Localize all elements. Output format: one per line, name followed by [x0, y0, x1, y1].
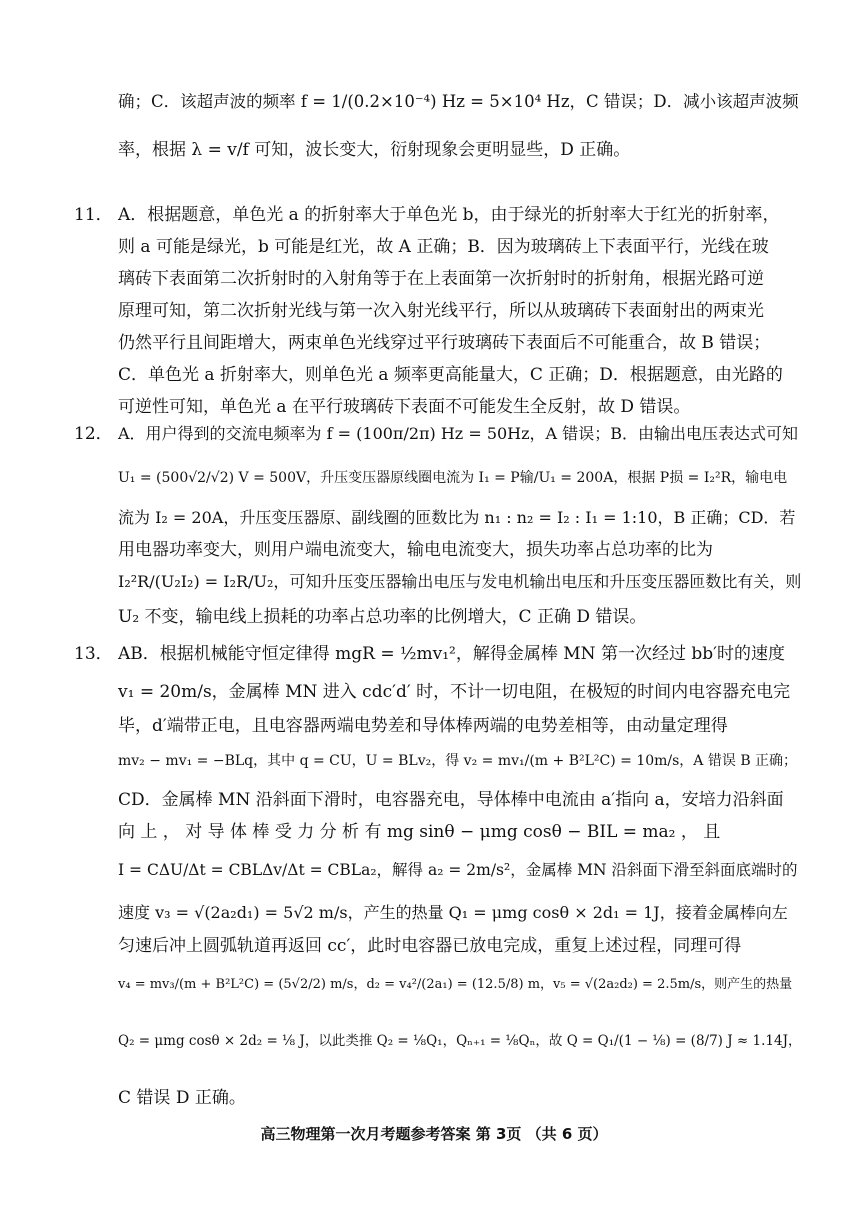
text-line: C 错误 D 正确。 [118, 1088, 246, 1108]
text-line: 璃砖下表面第二次折射时的入射角等于在上表面第一次折射时的折射角，根据光路可逆 [118, 269, 764, 289]
text-line: CD．金属棒 MN 沿斜面下滑时，电容器充电，导体棒中电流由 a′指向 a，安培力沿斜面 [118, 790, 784, 810]
text-line: 速度 v₃ = √(2a₂d₁) = 5√2 m/s，产生的热量 Q₁ = μmg cosθ × 2d₁ = 1J，接着金属棒向左 [118, 903, 788, 922]
text-line: 毕，d′端带正电，且电容器两端电势差和导体棒两端的电势差相等，由动量定理得 [118, 716, 728, 736]
question-number-13: 13． [74, 644, 113, 664]
text-line: 流为 I₂ = 20A，升压变压器原、副线圈的匝数比为 n₁ : n₂ = I₂ : I₁ = 1:10，B 正确；CD．若 [118, 508, 796, 527]
question-number-12: 12． [74, 424, 113, 444]
text-line: AB．根据机械能守恒定律得 mgR = ½mv₁²，解得金属棒 MN 第一次经过 bb′时的速度 [118, 644, 785, 664]
text-line: Q₂ = μmg cosθ × 2d₂ = ⅛ J，以此类推 Q₂ = ⅛Q₁，Qₙ₊₁ = ⅛Qₙ，故 Q = Q₁/(1 − ⅛) = (8/7) J ≈ 1.14J， [118, 1033, 802, 1049]
text-line: I = CΔU/Δt = CBLΔv/Δt = CBLa₂，解得 a₂ = 2m/s²，金属棒 MN 沿斜面下滑至斜面底端时的 [118, 861, 798, 879]
text-line: 则 a 可能是绿光，b 可能是红光，故 A 正确；B．因为玻璃砖上下表面平行，光线在玻 [118, 237, 769, 257]
text-line: mv₂ − mv₁ = −BLq，其中 q = CU，U = BLv₂，得 v₂ = mv₁/(m + B²L²C) = 10m/s，A 错误 B 正确； [118, 753, 798, 769]
text-line: 仍然平行且间距增大，两束单色光线穿过平行玻璃砖下表面后不可能重合，故 B 错误； [118, 333, 771, 353]
text-line: 用电器功率变大，则用户端电流变大，输电电流变大，损失功率占总功率的比为 [118, 540, 713, 560]
text-line: U₂ 不变，输电线上损耗的功率占总功率的比例增大，C 正确 D 错误。 [118, 607, 647, 627]
text-line: v₄ = mv₃/(m + B²L²C) = (5√2/2) m/s，d₂ = v₄²/(2a₁) = (12.5/8) m，v₅ = √(2a₂d₂) = 2.5m/s，则产生的热量 [118, 977, 793, 992]
question-number-11: 11． [74, 205, 113, 225]
text-line: v₁ = 20m/s，金属棒 MN 进入 cdc′d′ 时，不计一切电阻，在极短的时间内电容器充电完 [118, 682, 791, 702]
page-footer: 高三物理第一次月考题参考答案 第 3页 （共 6 页） [260, 1125, 608, 1143]
text-line: A．根据题意，单色光 a 的折射率大于单色光 b，由于绿光的折射率大于红光的折射率， [118, 205, 780, 225]
text-line: A．用户得到的交流电频率为 f = (100π/2π) Hz = 50Hz，A 错误；B．由输出电压表达式可知 [118, 424, 798, 443]
text-line: 确；C．该超声波的频率 f = 1/(0.2×10⁻⁴) Hz = 5×10⁴ Hz，C 错误；D．减小该超声波频 [118, 92, 799, 111]
text-line: 匀速后冲上圆弧轨道再返回 cc′，此时电容器已放电完成，重复上述过程，同理可得 [118, 936, 742, 956]
text-line: 可逆性可知，单色光 a 在平行玻璃砖下表面不可能发生全反射，故 D 错误。 [118, 397, 691, 417]
text-line: I₂²R/(U₂I₂) = I₂R/U₂，可知升压变压器输出电压与发电机输出电压和升压变压器匝数比有关，则 [118, 572, 802, 591]
text-line: U₁ = (500√2/√2) V = 500V，升压变压器原线圈电流为 I₁ = P输/U₁ = 200A，根据 P损 = I₂²R，输电电 [118, 470, 788, 486]
text-line: 向 上 ， 对 导 体 棒 受 力 分 析 有 mg sinθ − μmg cosθ − BIL = ma₂ ， 且 [118, 822, 721, 842]
text-line: C．单色光 a 折射率大，则单色光 a 频率更高能量大，C 正确；D．根据题意，由光路的 [118, 365, 783, 385]
text-line: 率，根据 λ = v/f 可知，波长变大，衍射现象会更明显些，D 正确。 [118, 140, 631, 160]
text-line: 原理可知，第二次折射光线与第一次入射光线平行，所以从玻璃砖下表面射出的两束光 [118, 301, 764, 321]
